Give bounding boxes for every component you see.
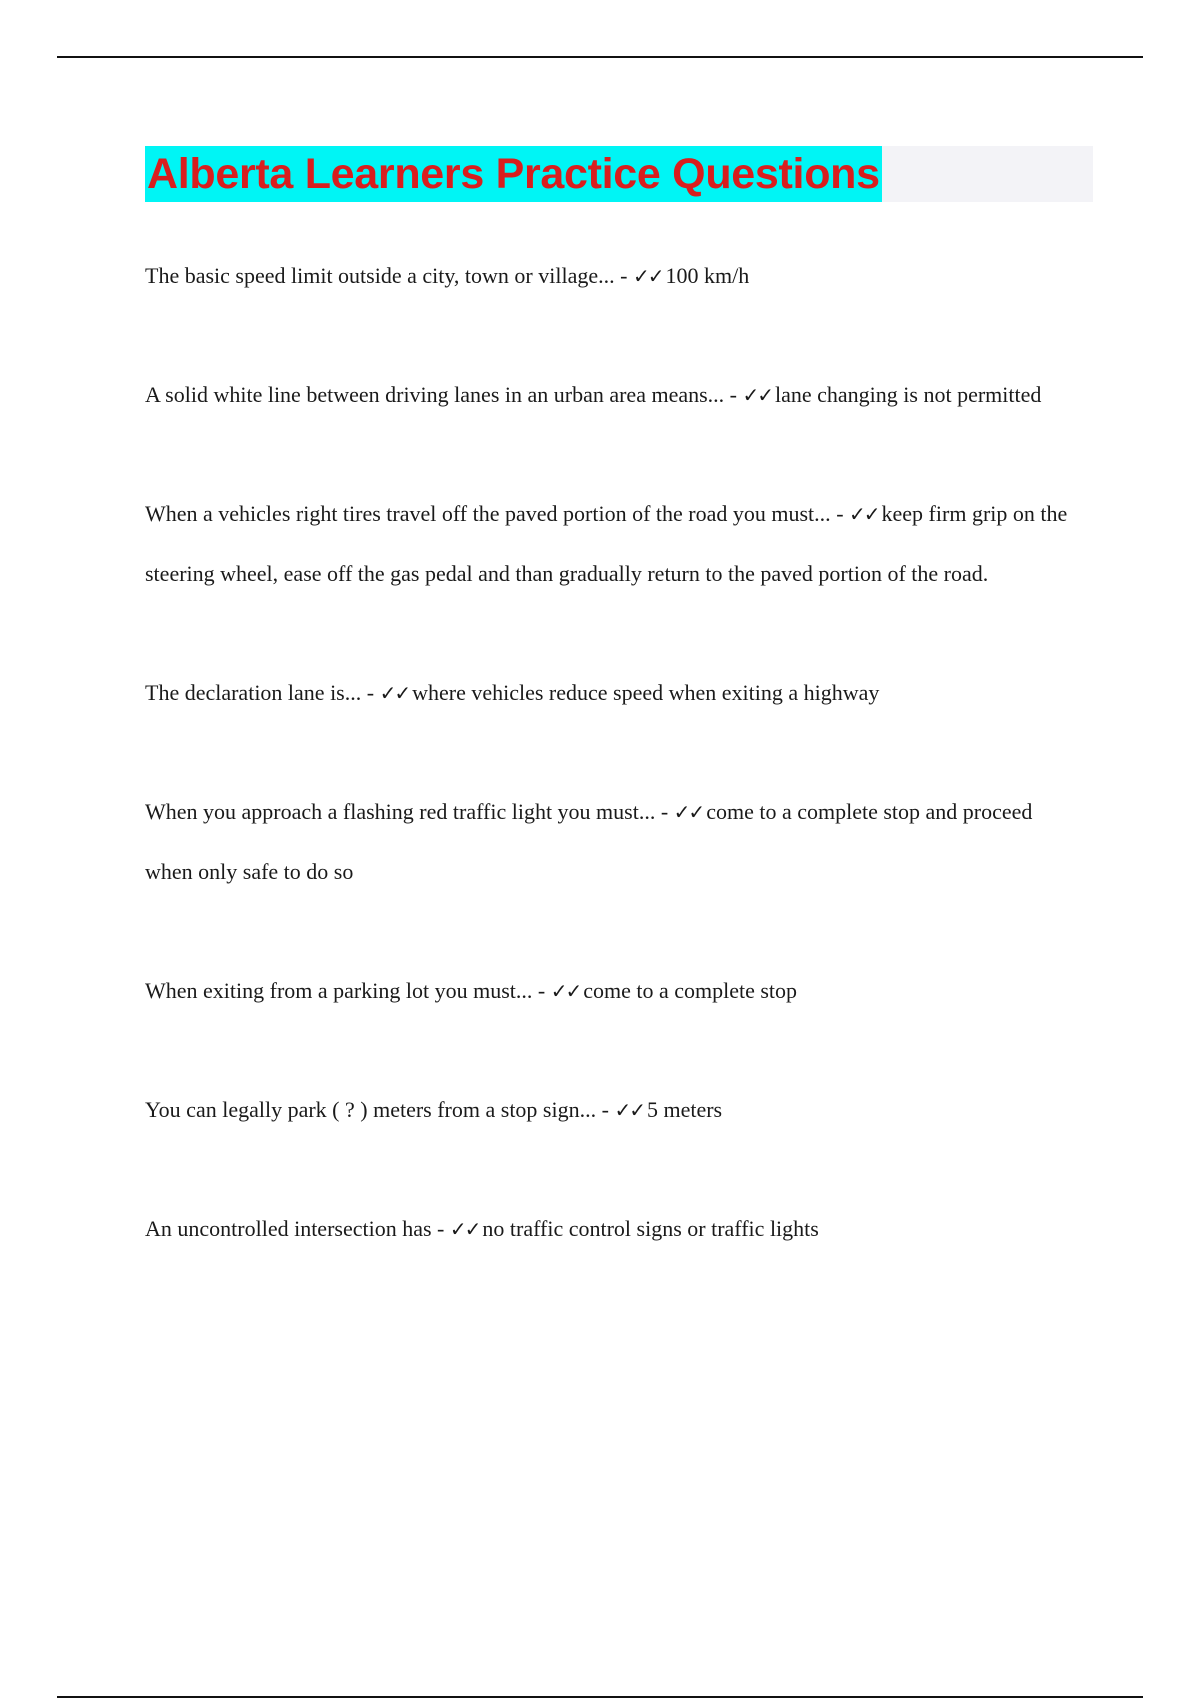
qa-item xyxy=(145,1080,1075,1140)
check-icon: ✓✓ xyxy=(614,1098,644,1122)
check-icon: ✓✓ xyxy=(849,502,879,526)
separator: - xyxy=(655,799,674,824)
qa-item xyxy=(145,365,1075,425)
document-title: Alberta Learners Practice Questions xyxy=(145,146,882,202)
qa-item xyxy=(145,1199,1075,1259)
bottom-rule xyxy=(57,1696,1143,1698)
separator: - xyxy=(614,263,633,288)
separator: - xyxy=(431,1216,450,1241)
answer-text: no traffic control signs or traffic lights xyxy=(482,1216,819,1241)
qa-item xyxy=(145,782,1075,902)
answer-text: lane changing is not permitted xyxy=(775,382,1042,407)
qa-item xyxy=(145,246,1075,306)
separator: - xyxy=(361,680,380,705)
check-icon: ✓✓ xyxy=(379,681,410,705)
answer-text: 100 km/h xyxy=(665,263,750,288)
question-text: You can legally park ( ? ) meters from a stop sign... xyxy=(145,1097,597,1122)
question-text: An uncontrolled intersection has xyxy=(145,1216,432,1241)
check-icon: ✓✓ xyxy=(632,264,663,288)
question-text: When exiting from a parking lot you must... xyxy=(145,978,533,1003)
answer-text: where vehicles reduce speed when exiting a highway xyxy=(412,680,880,705)
separator: - xyxy=(596,1097,615,1122)
answer-text: keep firm grip on the steering wheel, ease off the gas pedal and than gradually return to the paved portion of the road. xyxy=(145,501,1068,586)
qa-item xyxy=(145,663,1075,723)
question-list xyxy=(145,246,1075,1259)
answer-text: come to a complete stop xyxy=(583,978,798,1003)
separator: - xyxy=(532,978,551,1003)
question-text: When a vehicles right tires travel off the paved portion of the road you must... xyxy=(145,501,831,526)
qa-item xyxy=(145,961,1075,1021)
separator: - xyxy=(830,501,850,526)
question-text: When you approach a flashing red traffic light you must... xyxy=(145,799,656,824)
check-icon: ✓✓ xyxy=(673,800,704,824)
qa-item xyxy=(145,484,1075,604)
question-text: The basic speed limit outside a city, town or village... xyxy=(145,263,615,288)
answer-text: come to a complete stop and proceed when only safe to do so xyxy=(145,799,1033,884)
question-text: The declaration lane is... xyxy=(145,680,362,705)
question-text: A solid white line between driving lanes in an urban area means... xyxy=(145,382,725,407)
separator: - xyxy=(724,382,743,407)
check-icon: ✓✓ xyxy=(449,1217,480,1241)
answer-text: 5 meters xyxy=(646,1097,723,1122)
top-rule xyxy=(57,56,1143,58)
check-icon: ✓✓ xyxy=(742,383,773,407)
check-icon: ✓✓ xyxy=(550,979,581,1003)
